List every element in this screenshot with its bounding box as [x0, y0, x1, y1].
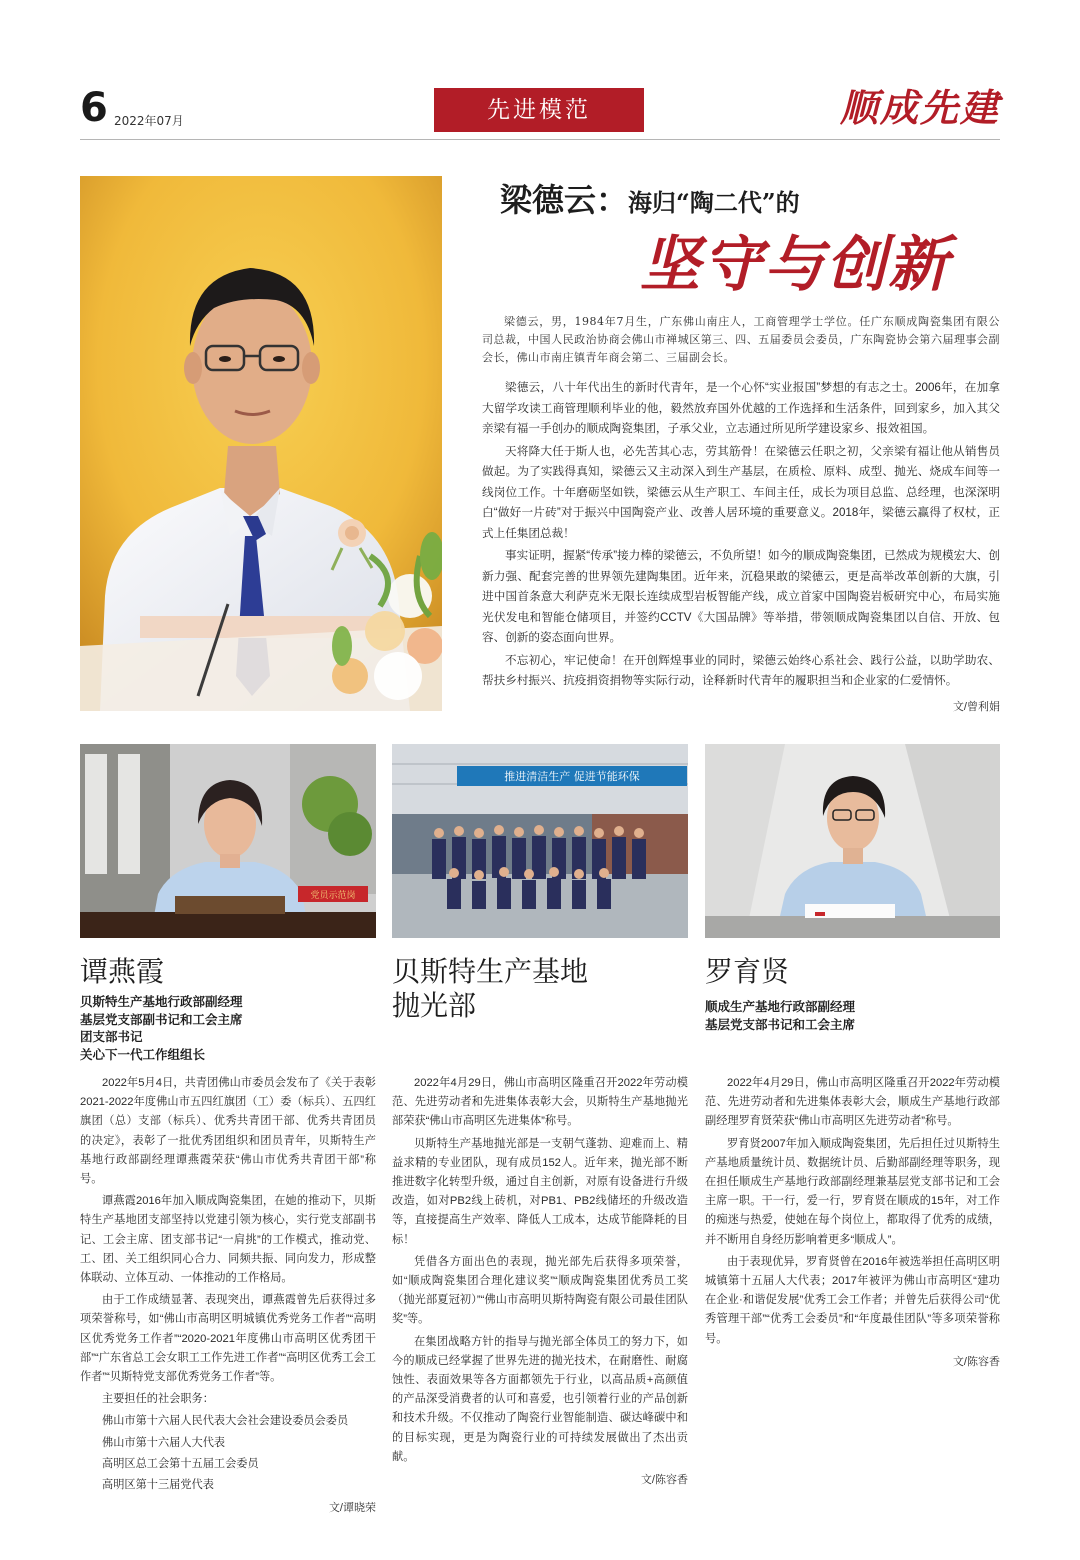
col2-name-line: 贝斯特生产基地	[392, 956, 589, 987]
col2-body	[392, 1074, 688, 1490]
col2-byline: 文/陈容香	[640, 1474, 688, 1487]
col1-paragraph: 2022年5月4日，共青团佛山市委员会发布了《关于表彰2021-2022年度佛山市五四红旗团（工）委（标兵）、五四红旗团（总）支部（标兵）、优秀共青团干部、优秀共青团员的决定》，表彰了一批优秀团组织和团员青年，贝斯特生产基地行政部副经理谭燕霞荣获“佛山市优秀共青团干部”称号。	[80, 1077, 376, 1186]
feature-paragraph: 不忘初心，牢记使命！在开创辉煌事业的同时，梁德云始终心系社会、践行公益，以助学助农、帮扶乡村振兴、抗疫捐资捐物等实际行动，诠释新时代青年的履职担当和企业家的仁爱情怀。	[482, 653, 1000, 687]
feature-paragraph: 事实证明，握紧“传承”接力棒的梁德云，不负所望！如今的顺成陶瓷集团，已然成为规模宏大、创新力强、配套完善的世界领先建陶集团。近年来，沉稳果敢的梁德云，更是高举改革创新的大旗，引进中国首条意大利萨克米无限长连续成型岩板智能产线，成立首家中国陶瓷岩板研究中心，布局实施光伏发电和智能仓储项目，并签约CCTV《大国品牌》等举措，带领顺成陶瓷集团以自信、开放、包容、创新的姿态面向世界。	[482, 549, 1000, 644]
col1-body	[80, 1074, 376, 1518]
col1-paragraph: 主要担任的社会职务：	[102, 1393, 214, 1406]
col1-duty: 佛山市第十六届人大代表	[102, 1436, 226, 1449]
col1-paragraph: 由于工作成绩显著、表现突出，谭燕霞曾先后获得过多项荣誉称号，如“佛山市高明区明城镇优秀党务工作者”“高明区优秀党务工作者”“2020-2021年度佛山市高明区优秀团干部”“广东省总工会女职工工作先进工作者”“高明区优秀工会工作者”“贝斯特党支部优秀党务工作者”等。	[80, 1294, 376, 1384]
col1-role: 贝斯特生产基地行政部副经理	[80, 995, 243, 1009]
feature-paragraph: 天将降大任于斯人也，必先苦其心志，劳其筋骨！在梁德云任职之初，父亲梁有福让他从销售员做起。为了实践得真知，梁德云又主动深入到生产基层，在质检、原料、成型、抛光、烧成车间等一线岗位工作。十年磨砺坚如铁，梁德云从生产职工、车间主任，成长为项目总监、总经理，也深深明白“做好一片砖”对于振兴中国陶瓷产业、改善人居环境的重要意义。2018年，梁德云赢得了权杖，正式上任集团总裁！	[482, 444, 1000, 540]
feature-headline: 坚守与创新	[640, 230, 950, 300]
sign-text: 党员示范岗	[310, 891, 356, 901]
col3-role: 基层党支部书记和工会主席	[705, 1017, 856, 1032]
col3-role: 顺成生产基地行政部副经理	[705, 1000, 856, 1014]
col2-paragraph: 2022年4月29日，佛山市高明区隆重召开2022年劳动模范、先进劳动者和先进集体表彰大会，贝斯特生产基地抛光部荣获“佛山市高明区先进集体”称号。	[392, 1077, 688, 1128]
col1-duty: 高明区总工会第十五届工会委员	[102, 1457, 259, 1470]
col3-name: 罗育贤	[705, 956, 790, 987]
photo-luo-yuxian	[705, 744, 1000, 938]
photo-tan-yanxia	[80, 744, 376, 938]
col2-paragraph: 贝斯特生产基地抛光部是一支朝气蓬勃、迎难而上、精益求精的专业团队，现有成员152人。近年来，抛光部不断推进数字化转型升级，通过自主创新，对原有设备进行升级改造，如对PB2线上砖机，对PB1、PB2线储坯的升级改造等，直接提高生产效率、降低人工成本，达成节能降耗的目标！	[392, 1137, 688, 1246]
col2-paragraph: 凭借各方面出色的表现，抛光部先后获得多项荣誉，如“顺成陶瓷集团合理化建议奖”“顺成陶瓷集团优秀员工奖（抛光部夏冠初）”“佛山市高明贝斯特陶瓷有限公司最佳团队奖”等。	[392, 1255, 688, 1326]
col3-paragraph: 由于表现优异，罗育贤曾在2016年被选举担任高明区明城镇第十五届人大代表；2017年被评为佛山市高明区“建功在企业·和谐促发展”优秀工会工作者；并曾先后获得公司“优秀管理干部”“优秀工会委员”和“年度最佳团队”等多项荣誉称号。	[705, 1255, 1000, 1345]
col1-duty: 佛山市第十六届人民代表大会社会建设委员会委员	[102, 1415, 349, 1428]
col2-name	[392, 955, 688, 1023]
col3-roles	[705, 999, 1000, 1034]
section-tab: 先进模范	[434, 88, 644, 132]
col1-duty: 高明区第十三届党代表	[102, 1479, 214, 1492]
feature-byline: 文/曾利娟	[952, 701, 1000, 713]
banner-text: 推进清洁生产 促进节能环保	[504, 770, 640, 783]
col1-role: 关心下一代工作组组长	[80, 1047, 206, 1062]
page-header	[80, 78, 1000, 140]
feature-paragraph: 梁德云，八十年代出生的新时代青年，是一个心怀“实业报国”梦想的有志之士。2006年，在加拿大留学攻读工商管理顺利毕业的他，毅然放弃国外优越的工作选择和生活条件，回到家乡，加入其父亲梁有福一手创办的顺成陶瓷集团，子承父业，立志通过所见所学建设家乡、报效祖国。	[482, 381, 1000, 435]
feature-body	[482, 378, 1000, 694]
portrait-photo-liang	[80, 176, 442, 711]
page-number: 6	[80, 85, 108, 131]
col3-paragraph: 2022年4月29日，佛山市高明区隆重召开2022年劳动模范、先进劳动者和先进集体表彰大会，顺成生产基地行政部副经理罗育贤荣获“佛山市高明区先进劳动者”称号。	[705, 1077, 1000, 1128]
col3-body	[705, 1074, 1000, 1372]
col1-role: 团支部书记	[80, 1030, 143, 1044]
col1-roles	[80, 994, 376, 1064]
col1-paragraph: 谭燕霞2016年加入顺成陶瓷集团，在她的推动下，贝斯特生产基地团支部坚持以党建引领为核心，实行党支部副书记、工会主席、团支部书记“一肩挑”的工作模式，推动党、工、团、关工组织同心合力、同频共振、同向发力，形成整体联动、立体互动、一体推动的工作格局。	[80, 1195, 376, 1285]
photo-polishing-team	[392, 744, 688, 938]
masthead-logo: 顺成先建	[839, 85, 1000, 130]
col3-byline: 文/陈容香	[952, 1355, 1000, 1368]
col1-byline: 文/谭晓荣	[328, 1502, 376, 1515]
col3-paragraph: 罗育贤2007年加入顺成陶瓷集团，先后担任过贝斯特生产基地质量统计员、数据统计员、后勤部副经理等职务，现在担任顺成生产基地行政部副经理兼基层党支部书记和工会主席一职。干一行，爱一行，罗育贤在顺成的15年，对工作的痴迷与热爱，使她在每个岗位上，都取得了优秀的成绩，并不断用自身经历影响着更多“顺成人”。	[705, 1137, 1000, 1246]
col2-paragraph: 在集团战略方针的指导与抛光部全体员工的努力下，如今的顺成已经掌握了世界先进的抛光技术，在耐磨性、耐腐蚀性、表面效果等各方面都领先于行业，以高品质+高颜值的产品深受消费者的认可和喜爱，也引领着行业的产品创新和技术升级。不仅推动了陶瓷行业智能制造、碳达峰碳中和的目标实现，更是为陶瓷行业的可持续发展做出了杰出贡献。	[392, 1335, 688, 1463]
col1-name: 谭燕霞	[80, 956, 165, 987]
feature-title-name: 梁德云：	[500, 181, 629, 219]
issue-date: 2022年07月	[114, 114, 184, 128]
feature-bio: 梁德云，男，1984年7月生，广东佛山南庄人，工商管理学士学位。任广东顺成陶瓷集团有限公司总裁，中国人民政治协商会佛山市禅城区第三、四、五届委员会委员，广东陶瓷协会第六届理事会副会长，佛山市南庄镇青年商会第二、三届副会长。	[482, 315, 1000, 364]
feature-title	[500, 180, 800, 226]
col1-role: 基层党支部副书记和工会主席	[80, 1012, 243, 1027]
col2-name-line: 抛光部	[392, 990, 477, 1021]
feature-title-rest: 海归“陶二代”的	[628, 188, 800, 217]
